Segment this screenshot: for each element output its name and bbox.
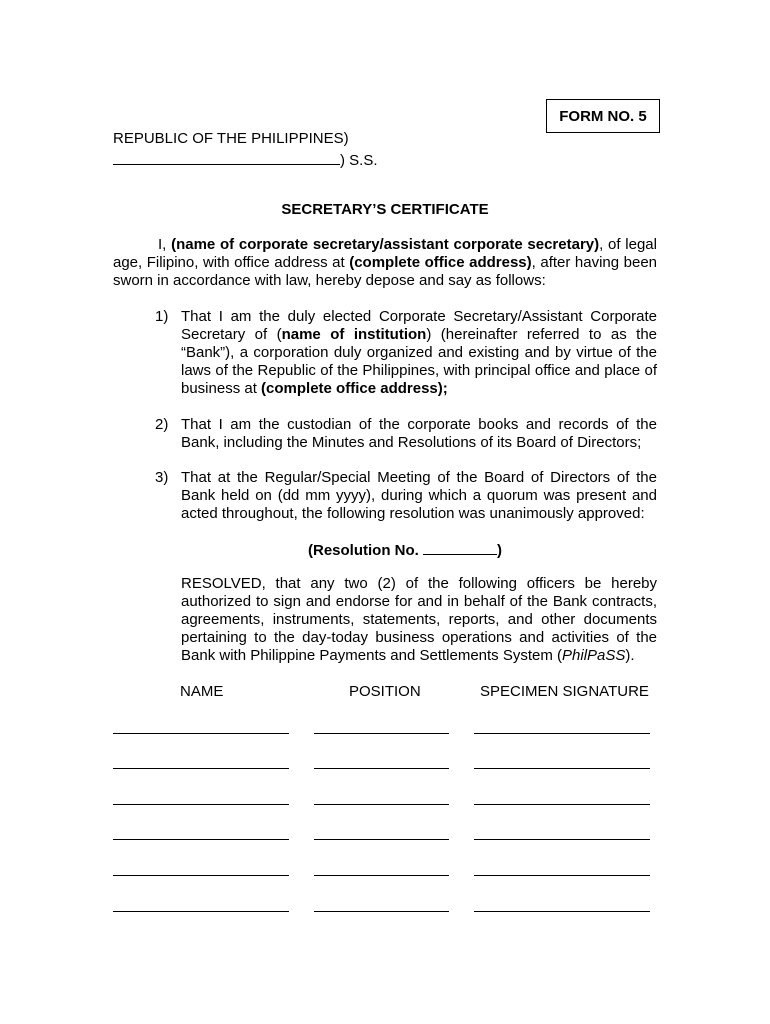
venue-block bbox=[113, 128, 378, 171]
signature-field[interactable] bbox=[474, 804, 650, 805]
resolution-number-prefix: (Resolution No. bbox=[308, 542, 423, 559]
form-number-box bbox=[546, 99, 660, 133]
clause-3-text: That at the Regular/Special Meeting of the Board of Directors of the Bank held on (dd mm yyyy), during which a quorum was present and acted throughout, the following resolution was unanimously approved: bbox=[181, 469, 657, 522]
name-field[interactable] bbox=[113, 839, 289, 840]
intro-text-2: , of legal age, Filipino, with office address at bbox=[113, 236, 657, 271]
venue-ss-label: ) S.S. bbox=[340, 152, 378, 169]
resolution-number-blank[interactable] bbox=[423, 540, 497, 555]
name-field[interactable] bbox=[113, 804, 289, 805]
signatory-row bbox=[0, 839, 770, 841]
venue-republic-line: REPUBLIC OF THE PHILIPPINES) bbox=[113, 130, 349, 147]
clause-3-number: 3) bbox=[155, 469, 169, 486]
venue-blank-field[interactable] bbox=[113, 149, 340, 165]
clause-2-text: That I am the custodian of the corporate books and records of the Bank, including the Minutes and Resolutions of its Board of Directors; bbox=[181, 416, 657, 451]
name-field[interactable] bbox=[113, 911, 289, 912]
resolved-end: ). bbox=[625, 647, 635, 664]
form-number-label: FORM NO. 5 bbox=[559, 107, 647, 125]
signature-field[interactable] bbox=[474, 911, 650, 912]
name-field[interactable] bbox=[113, 768, 289, 769]
name-field[interactable] bbox=[113, 733, 289, 734]
signatory-row bbox=[0, 768, 770, 770]
resolved-paragraph bbox=[181, 575, 657, 665]
resolved-text: RESOLVED, that any two (2) of the following officers be hereby authorized to sign and endorse for and in behalf of the Bank contracts, agreements, instruments, statements, reports, and other documents pertaining to the day-today business operations and activities of the Bank with Philippine Payments and Settlements System ( bbox=[181, 575, 657, 664]
position-field[interactable] bbox=[314, 768, 449, 769]
clause-1-number: 1) bbox=[155, 308, 169, 325]
venue-ss-line bbox=[113, 149, 378, 171]
signature-field[interactable] bbox=[474, 733, 650, 734]
intro-address-placeholder: (complete office address) bbox=[349, 254, 532, 271]
position-field[interactable] bbox=[314, 733, 449, 734]
position-field[interactable] bbox=[314, 875, 449, 876]
clause-1-institution-placeholder: name of institution bbox=[281, 326, 427, 343]
signatory-row bbox=[0, 804, 770, 806]
resolution-number-suffix: ) bbox=[497, 542, 502, 559]
intro-paragraph bbox=[113, 236, 657, 290]
column-header-specimen-signature: SPECIMEN SIGNATURE bbox=[480, 683, 649, 700]
clause-1 bbox=[155, 308, 657, 398]
signature-field[interactable] bbox=[474, 839, 650, 840]
resolution-number-line bbox=[0, 540, 770, 559]
position-field[interactable] bbox=[314, 839, 449, 840]
clause-1-text-b: ) (hereinafter referred to as the “Bank”), a corporation duly organized and existing and by virtue of the laws of the Republic of the Philippines, with principal office and place of business at bbox=[181, 326, 657, 397]
clause-1-text-a: That I am the duly elected Corporate Secretary/Assistant Corporate Secretary of ( bbox=[181, 308, 657, 343]
signatory-row bbox=[0, 875, 770, 877]
intro-text-1: I, bbox=[158, 236, 172, 253]
intro-text-3: , after having been sworn in accordance with law, hereby depose and say as follows: bbox=[113, 254, 657, 289]
clause-3 bbox=[155, 469, 657, 523]
signatory-row bbox=[0, 911, 770, 913]
resolved-philpass: PhilPaSS bbox=[562, 647, 626, 664]
clause-2-number: 2) bbox=[155, 416, 169, 433]
name-field[interactable] bbox=[113, 875, 289, 876]
position-field[interactable] bbox=[314, 804, 449, 805]
certificate-title: SECRETARY’S CERTIFICATE bbox=[281, 201, 489, 218]
clause-1-text bbox=[181, 308, 657, 398]
clause-2 bbox=[155, 416, 657, 452]
position-field[interactable] bbox=[314, 911, 449, 912]
column-header-name: NAME bbox=[180, 683, 224, 700]
signature-field[interactable] bbox=[474, 875, 650, 876]
column-header-position: POSITION bbox=[349, 683, 421, 700]
clause-1-address-placeholder: (complete office address); bbox=[261, 380, 448, 397]
intro-secretary-placeholder: (name of corporate secretary/assistant corporate secretary) bbox=[171, 236, 600, 253]
signature-field[interactable] bbox=[474, 768, 650, 769]
signatory-row bbox=[0, 733, 770, 735]
